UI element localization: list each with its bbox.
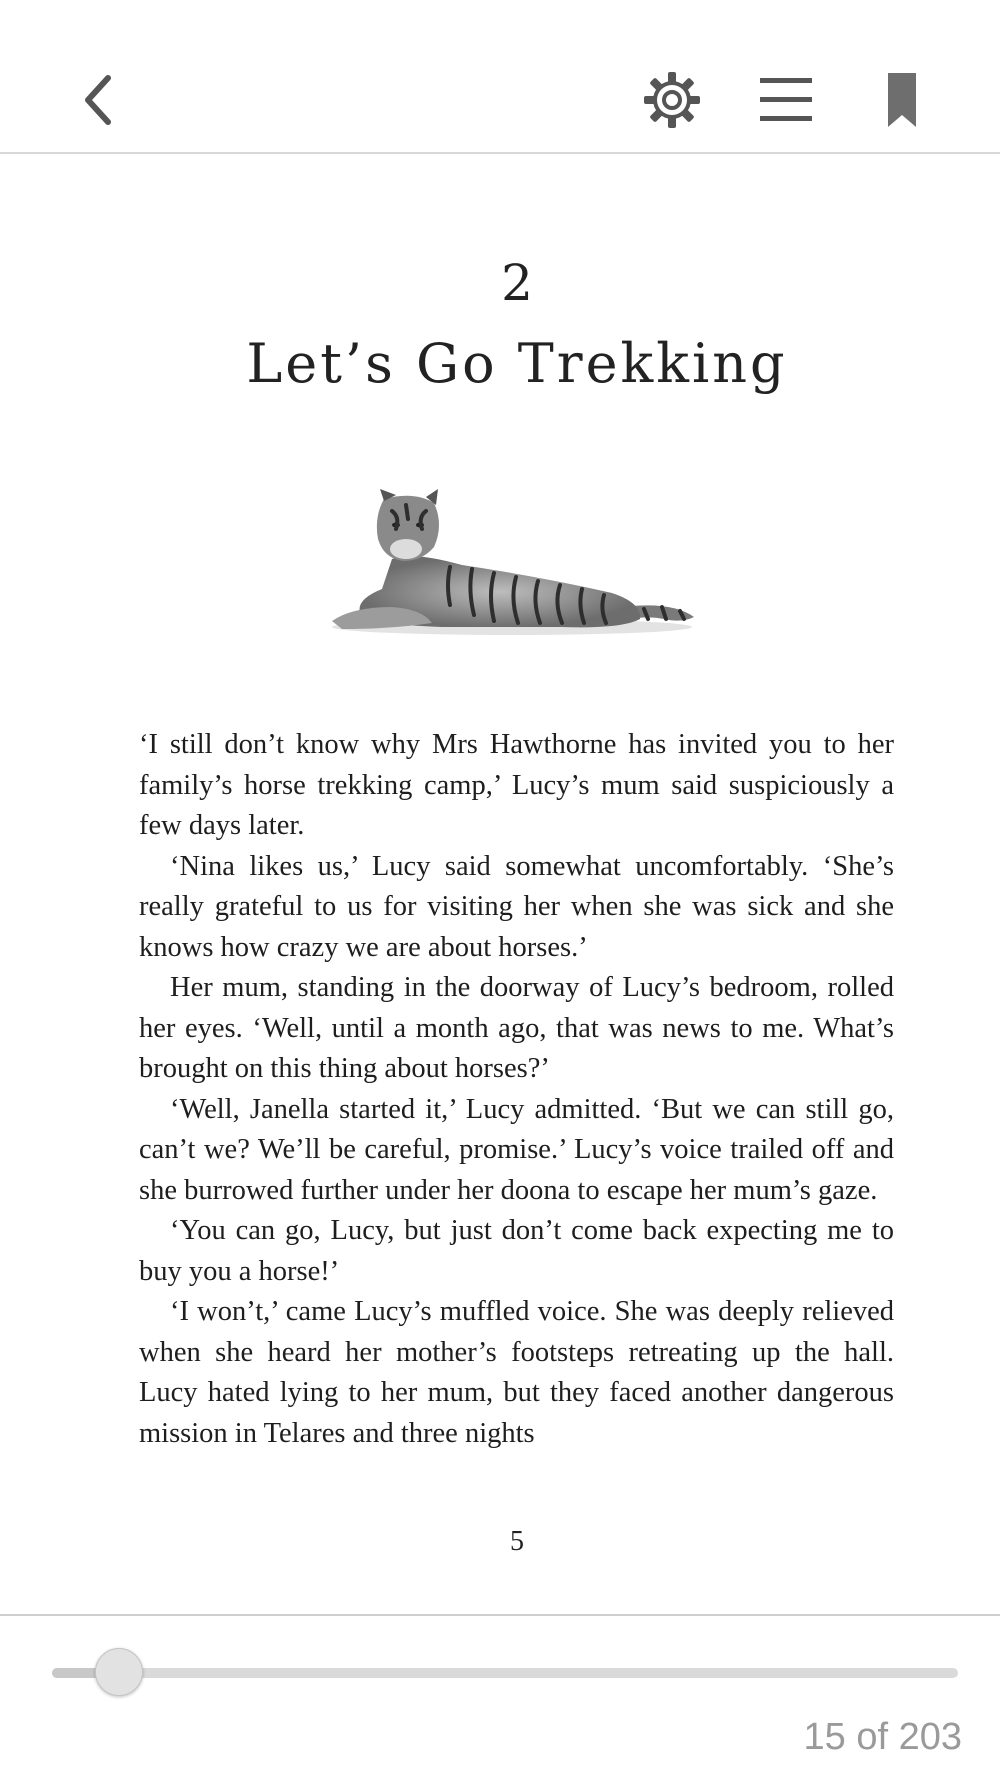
progress-slider-track[interactable] bbox=[52, 1668, 958, 1678]
bookmark-button[interactable] bbox=[862, 60, 942, 140]
settings-button[interactable] bbox=[632, 60, 712, 140]
page-count: 15 of 203 bbox=[803, 1716, 962, 1758]
table-of-contents-button[interactable] bbox=[746, 60, 826, 140]
page-number: 5 bbox=[510, 1526, 524, 1557]
top-toolbar bbox=[0, 0, 1000, 154]
bottom-navigation-bar bbox=[0, 1614, 1000, 1778]
book-page[interactable] bbox=[0, 154, 1000, 1614]
paragraph: ‘I won’t,’ came Lucy’s muffled voice. She was deeply relieved when she heard her mother’s footsteps retreating up the hall. Lucy hated lying to her mum, but they faced another dangerous mission in Telares and three nights bbox=[139, 1296, 894, 1449]
paragraph: ‘I still don’t know why Mrs Hawthorne has invited you to her family’s horse trekking camp,’ Lucy’s mum said suspiciously a few days later. bbox=[139, 729, 894, 841]
back-button[interactable] bbox=[58, 60, 138, 140]
paragraph: ‘Nina likes us,’ Lucy said somewhat uncomfortably. ‘She’s really grateful to us for visiting her when she was sick and she knows how crazy we are about horses.’ bbox=[139, 850, 894, 963]
tiger-illustration bbox=[322, 489, 708, 649]
chapter-text bbox=[139, 725, 894, 1454]
progress-slider-thumb[interactable] bbox=[95, 1648, 143, 1696]
gear-icon bbox=[642, 70, 702, 130]
bookmark-icon bbox=[886, 71, 918, 129]
chevron-left-icon bbox=[78, 74, 118, 126]
paragraph: ‘Well, Janella started it,’ Lucy admitted. ‘But we can still go, can’t we? We’ll be careful, promise.’ Lucy’s voice trailed off and she burrowed further under her doona to escape her mum’s gaze. bbox=[139, 1093, 894, 1206]
chapter-number: 2 bbox=[501, 254, 533, 312]
chapter-title: Let’s Go Trekking bbox=[246, 332, 788, 395]
paragraph: Her mum, standing in the doorway of Lucy’s bedroom, rolled her eyes. ‘Well, until a month ago, that was news to me. What’s brought on this thing about horses?’ bbox=[139, 972, 894, 1084]
menu-icon bbox=[758, 74, 814, 126]
paragraph: ‘You can go, Lucy, but just don’t come back expecting me to buy you a horse!’ bbox=[139, 1215, 894, 1287]
